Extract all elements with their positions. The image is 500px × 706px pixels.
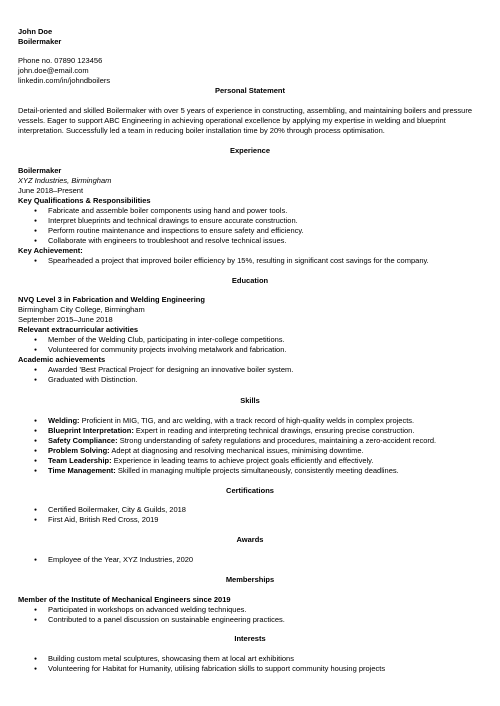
membership-title: Member of the Institute of Mechanical Engineers since 2019 [18,595,231,604]
activities-list [18,335,482,355]
memberships-section [18,595,482,625]
memberships-list [18,605,482,625]
skill-label: Problem Solving: [48,446,110,455]
candidate-title: Boilermaker [18,37,62,46]
skills-list [18,416,482,476]
list-item: ● Spearheaded a project that improved boiler efficiency by 15%, resulting in significant cost savings for the company. [18,256,482,266]
list-item: ● Contributed to a panel discussion on sustainable engineering practices. [18,615,482,625]
list-item: ● First Aid, British Red Cross, 2019 [18,515,482,525]
certifications-list [18,505,482,525]
skill-text: Adept at diagnosing and resolving mechanical issues, minimising downtime. [109,446,364,455]
degree-title: NVQ Level 3 in Fabrication and Welding Engineering [18,295,205,304]
experience-heading: Experience [229,146,271,155]
qualifications-heading: Key Qualifications & Responsibilities [18,196,151,205]
skill-item [18,416,482,426]
skill-text: Expert in reading and interpreting technical drawings, ensuring precise construction. [133,426,415,435]
memberships-heading: Memberships [225,575,275,584]
skills-section [18,416,482,476]
list-item: ● Perform routine maintenance and inspections to ensure safety and efficiency. [18,226,482,236]
awards-section [18,555,482,565]
skill-item [18,426,482,436]
key-achievement-heading: Key Achievement: [18,246,83,255]
skill-text: Skilled in managing multiple projects simultaneously, consistently meeting deadlines. [115,466,399,475]
experience-section [18,166,482,266]
personal-statement-paragraph: Detail-oriented and skilled Boilermaker with over 5 years of experience in constructing, assembling, and maintaining boilers and pressure vessels. Eager to support ABC Engineering in achieving operational excellence by applying my expertise in welding and blueprint interpretation. Successfully led a team in reducing boiler installation time by 20% through process optimisation. [18,106,472,135]
job-dates: June 2018–Present [18,186,84,195]
activities-heading: Relevant extracurricular activities [18,325,139,334]
awards-heading: Awards [236,535,264,544]
education-section [18,295,482,385]
list-item: ● Collaborate with engineers to troubleshoot and resolve technical issues. [18,236,482,246]
key-achievement-list [18,256,482,266]
interests-section [18,654,482,674]
school-name: Birmingham City College, Birmingham [18,305,145,314]
phone-number: Phone no. 07890 123456 [18,56,103,65]
skill-label: Team Leadership: [48,456,112,465]
list-item: ● Participated in workshops on advanced welding techniques. [18,605,482,615]
list-item: ● Volunteered for community projects involving metalwork and fabrication. [18,345,482,355]
skill-text: Proficient in MIG, TIG, and arc welding, with a track record of high-quality welds in complex projects. [79,416,415,425]
skill-label: Safety Compliance: [48,436,118,445]
certifications-heading: Certifications [226,486,274,495]
skill-item [18,436,482,446]
education-heading: Education [231,276,269,285]
interests-heading: Interests [234,634,266,643]
list-item: ● Fabricate and assemble boiler components using hand and power tools. [18,206,482,216]
personal-statement-heading: Personal Statement [214,86,286,95]
header [18,27,482,47]
skill-item [18,456,482,466]
list-item: ● Building custom metal sculptures, showcasing them at local art exhibitions [18,654,482,664]
job-company: XYZ Industries, Birmingham [18,176,112,185]
qualifications-list [18,206,482,246]
list-item: ● Awarded 'Best Practical Project' for designing an innovative boiler system. [18,365,482,375]
contact-info [18,56,482,86]
list-item: ● Employee of the Year, XYZ Industries, 2020 [18,555,482,565]
email-link[interactable]: john.doe@email.com [18,66,89,75]
job-role: Boilermaker [18,166,62,175]
academic-achievements-heading: Academic achievements [18,355,106,364]
certifications-section [18,505,482,525]
list-item: ● Graduated with Distinction. [18,375,482,385]
linkedin-link[interactable]: linkedin.com/in/johndboilers [18,76,111,85]
education-dates: September 2015–June 2018 [18,315,113,324]
skill-text: Experience in leading teams to achieve project goals efficiently and effectively. [111,456,374,465]
skill-text: Strong understanding of safety regulations and procedures, maintaining a zero-accident record. [117,436,437,445]
list-item: ● Certified Boilermaker, City & Guilds, 2018 [18,505,482,515]
skill-label: Time Management: [48,466,116,475]
skill-label: Welding: [48,416,80,425]
list-item: ● Volunteering for Habitat for Humanity, utilising fabrication skills to support community housing projects [18,664,482,674]
personal-statement-text [18,106,482,136]
academic-achievements-list [18,365,482,385]
interests-list [18,654,482,674]
skill-item [18,446,482,456]
list-item: ● Interpret blueprints and technical drawings to ensure accurate construction. [18,216,482,226]
awards-list [18,555,482,565]
list-item: ● Member of the Welding Club, participating in inter-college competitions. [18,335,482,345]
candidate-name: John Doe [18,27,53,36]
skills-heading: Skills [240,396,260,405]
skill-item [18,466,482,476]
skill-label: Blueprint Interpretation: [48,426,134,435]
